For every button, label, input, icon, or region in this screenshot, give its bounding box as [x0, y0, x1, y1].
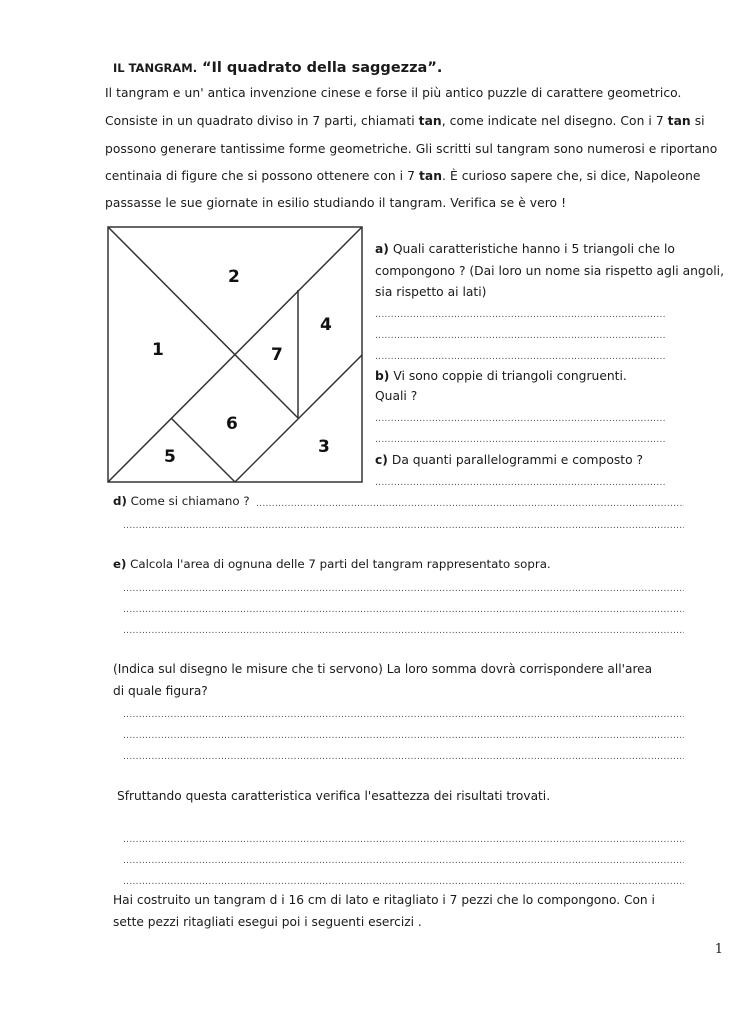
answer-b-line-1[interactable]	[375, 414, 665, 424]
answer-indica-line-3[interactable]	[123, 752, 684, 762]
term-tan: tan	[418, 114, 442, 128]
answer-sfruttando-line-3[interactable]	[123, 877, 684, 887]
answer-c-line-1[interactable]	[375, 478, 665, 488]
question-b-line-2: Quali ?	[375, 389, 418, 403]
question-b-line-1	[375, 369, 627, 383]
piece-6-label: 6	[226, 414, 238, 434]
indica-line-2: di quale figura?	[113, 684, 208, 698]
piece-2-label: 2	[228, 267, 240, 287]
intro-text: Consiste in un quadrato diviso in 7 parti, chiamati	[105, 114, 419, 128]
answer-indica-line-2[interactable]	[123, 731, 684, 741]
piece-3-label: 3	[318, 437, 330, 457]
intro-line-5: passasse le sue giornate in esilio studiando il tangram. Verifica se è vero !	[105, 196, 567, 210]
question-d-letter: d)	[113, 494, 127, 508]
answer-e-line-1[interactable]	[123, 584, 684, 594]
intro-text: si	[690, 114, 705, 128]
page-number: 1	[714, 942, 723, 957]
sfruttando-text: Sfruttando questa caratteristica verifica l'esattezza dei risultati trovati.	[117, 789, 551, 803]
answer-e-line-3[interactable]	[123, 626, 684, 636]
question-a-text: Quali caratteristiche hanno i 5 triangoli che lo	[392, 242, 675, 256]
piece-4-label: 4	[320, 315, 332, 335]
question-a-letter: a)	[375, 242, 389, 256]
question-c-letter: c)	[375, 453, 388, 467]
answer-d-line-1[interactable]	[256, 499, 684, 509]
piece-labels	[152, 267, 332, 467]
question-e	[113, 557, 551, 571]
intro-text: . È curioso sapere che, si dice, Napoleone	[442, 169, 701, 183]
term-tan: tan	[418, 169, 443, 183]
final-line-1: Hai costruito un tangram d i 16 cm di lato e ritagliato i 7 pezzi che lo compongono. Con i	[113, 893, 655, 907]
question-b-text: Vi sono coppie di triangoli congruenti.	[393, 369, 627, 383]
indica-line-1: (Indica sul disegno le misure che ti servono) La loro somma dovrà corrispondere all'area	[113, 662, 653, 676]
answer-b-line-2[interactable]	[375, 435, 665, 445]
answer-sfruttando-line-2[interactable]	[123, 856, 684, 866]
question-b-letter: b)	[375, 369, 390, 383]
question-a-line-2: compongono ? (Dai loro un nome sia rispetto agli angoli,	[375, 264, 725, 278]
answer-a-line-3[interactable]	[375, 352, 665, 362]
intro-line-1: Il tangram e un' antica invenzione cinese e forse il più antico puzzle di carattere geometrico.	[105, 86, 682, 100]
question-d	[113, 494, 250, 508]
title-prefix: IL TANGRAM.	[113, 61, 198, 75]
final-line-2: sette pezzi ritagliati esegui poi i seguenti esercizi .	[113, 915, 422, 929]
answer-sfruttando-line-1[interactable]	[123, 835, 684, 845]
question-e-text: Calcola l'area di ognuna delle 7 parti del tangram rappresentato sopra.	[130, 557, 551, 571]
piece-1-label: 1	[152, 340, 164, 360]
answer-a-line-2[interactable]	[375, 331, 665, 341]
intro-line-2	[105, 114, 705, 128]
title-quote: “Il quadrato della saggezza”.	[201, 60, 443, 76]
piece-7-label: 7	[271, 345, 283, 365]
answer-indica-line-1[interactable]	[123, 710, 684, 720]
intro-line-4	[105, 169, 701, 183]
term-tan: tan	[667, 114, 691, 128]
piece-5-label: 5	[164, 447, 176, 467]
intro-text: , come indicate nel disegno. Con i 7	[441, 114, 668, 128]
question-a-line-1	[375, 242, 675, 256]
intro-text: centinaia di figure che si possono ottenere con i 7	[105, 169, 419, 183]
diagonal-main	[108, 227, 298, 418]
answer-a-line-1[interactable]	[375, 310, 665, 320]
answer-d-line-2[interactable]	[123, 521, 684, 531]
question-d-text: Come si chiamano ?	[130, 494, 250, 508]
answer-e-line-2[interactable]	[123, 605, 684, 615]
page-title	[113, 60, 442, 76]
question-e-letter: e)	[113, 557, 127, 571]
question-c	[375, 453, 643, 467]
intro-line-3: possono generare tantissime forme geometriche. Gli scritti sul tangram sono numerosi e riportano	[105, 142, 718, 156]
question-a-line-3: sia rispetto ai lati)	[375, 285, 487, 299]
tangram-diagram	[107, 226, 363, 484]
question-c-text: Da quanti parallelogrammi e composto ?	[391, 453, 644, 467]
